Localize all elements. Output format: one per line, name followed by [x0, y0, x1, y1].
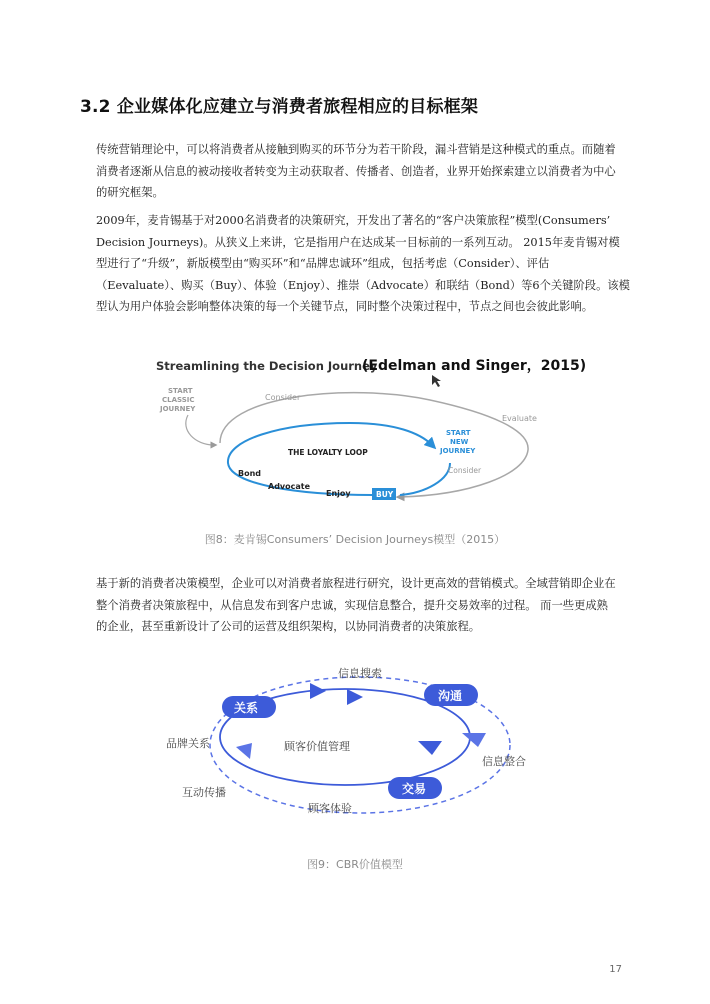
buy-label: BUY	[376, 490, 394, 499]
paragraph-line: （Eevaluate）、购买（Buy）、体验（Enjoy）、推崇（Advocate）和联结（Bond）等6个关键阶段。该模	[96, 278, 630, 292]
section-number: 3.2	[80, 97, 111, 117]
outer-journey-loop	[220, 393, 528, 497]
start-new-label: NEW	[450, 438, 469, 446]
goutong-label: 沟通	[438, 689, 463, 703]
start-new-label: JOURNEY	[440, 447, 476, 455]
paragraph-line: Decision Journeys)。从狭义上来讲，它是指用户在达成某一目标前的一系列互动。 2015年麦肯锡对模	[96, 235, 620, 249]
guke-jiazhi-label: 顾客价值管理	[284, 740, 350, 753]
outer-journey-start-arrow	[186, 415, 214, 445]
paragraph-line: 基于新的消费者决策模型，企业可以对消费者旅程进行研究，设计更高效的营销模式。全域营销即企业在	[96, 577, 616, 590]
loyalty-loop	[228, 423, 432, 495]
loyalty-loop-lower	[400, 463, 450, 495]
paragraph-line: 消费者逐渐从信息的被动接收者转变为主动获取者、传播者、创造者，业界开始探索建立以消费者为中心	[96, 164, 616, 178]
start-new-label: START	[446, 429, 471, 437]
paragraph-3	[96, 573, 632, 638]
xinxi-zhenghe-label: 信息整合	[482, 755, 526, 768]
bond-label: Bond	[238, 469, 262, 478]
consider-outer-label: Consider	[265, 393, 301, 402]
figure-9-cbr-value-model	[160, 655, 550, 825]
paragraph-2	[96, 210, 632, 318]
arrow-icon	[347, 689, 363, 705]
figure-8-caption: 图8：麦肯锡Consumers’ Decision Journeys模型（2015）	[204, 533, 506, 546]
arrow-icon	[418, 741, 442, 755]
figure-9-caption: 图9：CBR价值模型	[307, 858, 403, 871]
figure-8-decision-journey	[150, 345, 587, 510]
page-number: 17	[609, 964, 622, 975]
paragraph-line: 整个消费者决策旅程中，从信息发布到客户忠诚，实现信息整合，提升交易效率的过程。 而一些更成熟	[96, 598, 608, 612]
guanxi-label: 关系	[234, 701, 259, 715]
paragraph-line: 型进行了“升级”，新版模型由“购买环”和“品牌忠诚环”组成，包括考虑（Consider）、评估	[96, 257, 550, 270]
start-classic-label: JOURNEY	[160, 405, 196, 413]
hudong-chuanbo-label: 互动传播	[182, 786, 226, 799]
cursor-icon	[432, 375, 441, 387]
paragraph-line: 2009年，麦肯锡基于对2000名消费者的决策研究，开发出了著名的“客户决策旅程”模型(Consumers’	[96, 214, 611, 227]
arrow-icon	[236, 743, 252, 759]
section-title: 企业媒体化应建立与消费者旅程相应的目标框架	[116, 97, 479, 117]
advocate-label: Advocate	[268, 482, 311, 491]
start-classic-label: START	[168, 387, 193, 395]
section-heading	[80, 92, 478, 117]
paragraph-line: 型认为用户体验会影响整体决策的每一个关键节点，同时整个决策过程中，节点之间也会彼此影响。	[96, 300, 594, 313]
jiaoyi-label: 交易	[402, 782, 427, 796]
consider-inner-label: Consider	[448, 466, 482, 475]
guke-tiyan-label: 顾客体验	[308, 802, 352, 815]
paragraph-1	[96, 139, 632, 204]
arrow-icon	[310, 683, 326, 699]
figure-8-source: (Edelman and Singer，2015)	[362, 358, 587, 374]
arrow-icon	[462, 733, 486, 747]
start-classic-label: CLASSIC	[162, 396, 195, 404]
evaluate-label: Evaluate	[502, 414, 537, 423]
figure-8-title: Streamlining the Decision Journey	[156, 359, 378, 373]
enjoy-label: Enjoy	[326, 489, 351, 498]
pinpai-guanxi-label: 品牌关系	[166, 737, 210, 750]
paragraph-line: 传统营销理论中，可以将消费者从接触到购买的环节分为若干阶段，漏斗营销是这种模式的重点。而随着	[96, 143, 616, 156]
paragraph-line: 的企业，甚至重新设计了公司的运营及组织架构，以协同消费者的决策旅程。	[96, 620, 481, 633]
paragraph-line: 的研究框架。	[96, 186, 164, 199]
loyalty-loop-label: THE LOYALTY LOOP	[288, 448, 368, 457]
xinxi-sousuo-label: 信息搜索	[338, 667, 382, 680]
